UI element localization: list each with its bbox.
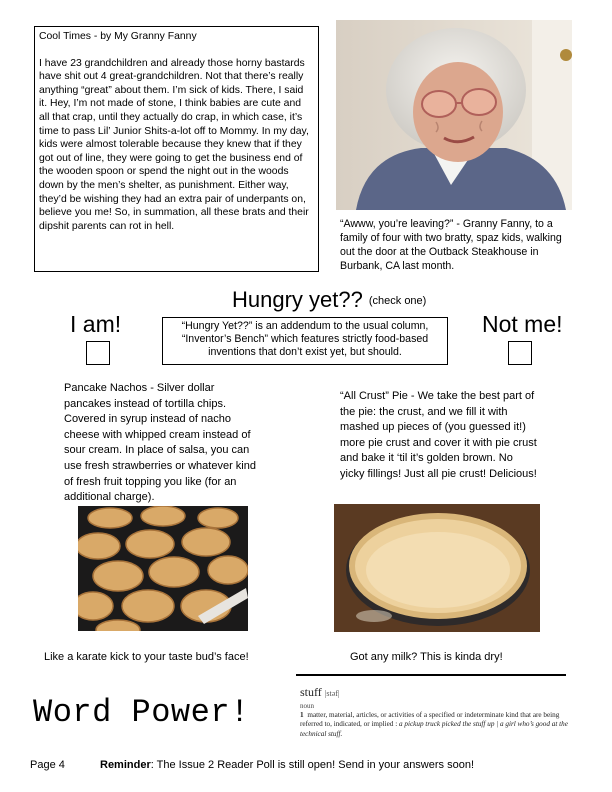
option-no-checkbox[interactable]: [508, 341, 532, 365]
word-power-heading: Word Power!: [33, 694, 250, 731]
all-crust-pie-text: “All Crust” Pie - We take the best part of the pie: the crust, and we fill it with mashed up pieces of (you guessed it!) more pie crust and cover it with pie crust and bake it ‘til it’s golden brown. No yicky fillings! Just all pie crust! Delicious!: [340, 390, 537, 480]
reminder: [100, 759, 474, 771]
option-yes-label: I am!: [70, 311, 122, 337]
reminder-label: Reminder: [100, 759, 151, 771]
hungry-subtitle: (check one): [368, 295, 427, 307]
dictionary-part-of-speech: noun: [300, 702, 314, 710]
definition-text: matter, material, articles, or activities of a specified or indeterminate kind that are being referred to, indicated, or implied :: [300, 711, 560, 729]
pancake-nachos-caption: Like a karate kick to your taste bud’s face!: [44, 651, 249, 663]
column-box: [34, 26, 319, 272]
divider: [296, 674, 566, 676]
granny-photo: [336, 20, 572, 210]
dictionary-word: stuff: [300, 685, 322, 699]
dictionary-entry: [300, 683, 572, 739]
page-number: Page 4: [30, 759, 65, 771]
granny-caption: “Awww, you’re leaving?” - Granny Fanny, to a family of four with two bratty, spaz kids, walking out the door at the Outback Steakhouse in Burbank, CA last month.: [340, 218, 562, 272]
pie-crust-photo: [334, 504, 540, 632]
option-no-label: Not me!: [482, 311, 563, 337]
reminder-text: : The Issue 2 Reader Poll is still open! Send in your answers soon!: [150, 759, 474, 771]
hungry-title: [232, 287, 426, 313]
definition-examples: a pickup truck picked the stuff up | a girl who’s good at the technical stuff.: [300, 720, 568, 738]
dictionary-definition: [300, 711, 572, 739]
column-body: I have 23 grandchildren and already those horny bastards have shit out 4 great-grandchildren. Not that there’s really anything “great” about them. I’m sick of kids. There, I said it. Hey, I’m not made of stone, I think babies are cute and all that crap, until they actually do crap, in which case, it’s time to pass Lil’ Junior Shits-a-lot off to Mommy. In my day, kids were almost tolerable because they knew that if they got out of line, they were going to get the business end of the wooden spoon or spend the night out in the woods down by the men’s shelter, as punishment. Either way, they’d be wishing they had an extra pair of underpants on, believe you me! So, in summation, all these brats and their dipshit parents can rot in hell.: [39, 57, 309, 232]
all-crust-pie-caption: Got any milk? This is kinda dry!: [350, 651, 503, 663]
pancake-nachos-text: Pancake Nachos - Silver dollar pancakes instead of tortilla chips. Covered in syrup instead of nacho cheese with whipped cream instead of sour cream. In place of salsa, you can use fresh strawberries or whatever kind of fresh fruit topping you like (for an additional charge).: [64, 382, 256, 504]
column-title: Cool Times - by My Granny Fanny: [39, 31, 197, 42]
hungry-heading: Hungry yet??: [232, 287, 363, 312]
explanation-box: “Hungry Yet??” is an addendum to the usual column, “Inventor’s Bench” which features strictly food-based inventions that don’t exist yet, but should.: [162, 317, 448, 365]
dictionary-pronunciation: |stəf|: [324, 689, 340, 698]
definition-number: 1: [300, 711, 304, 719]
option-yes-checkbox[interactable]: [86, 341, 110, 365]
pancake-photo: [78, 506, 248, 631]
